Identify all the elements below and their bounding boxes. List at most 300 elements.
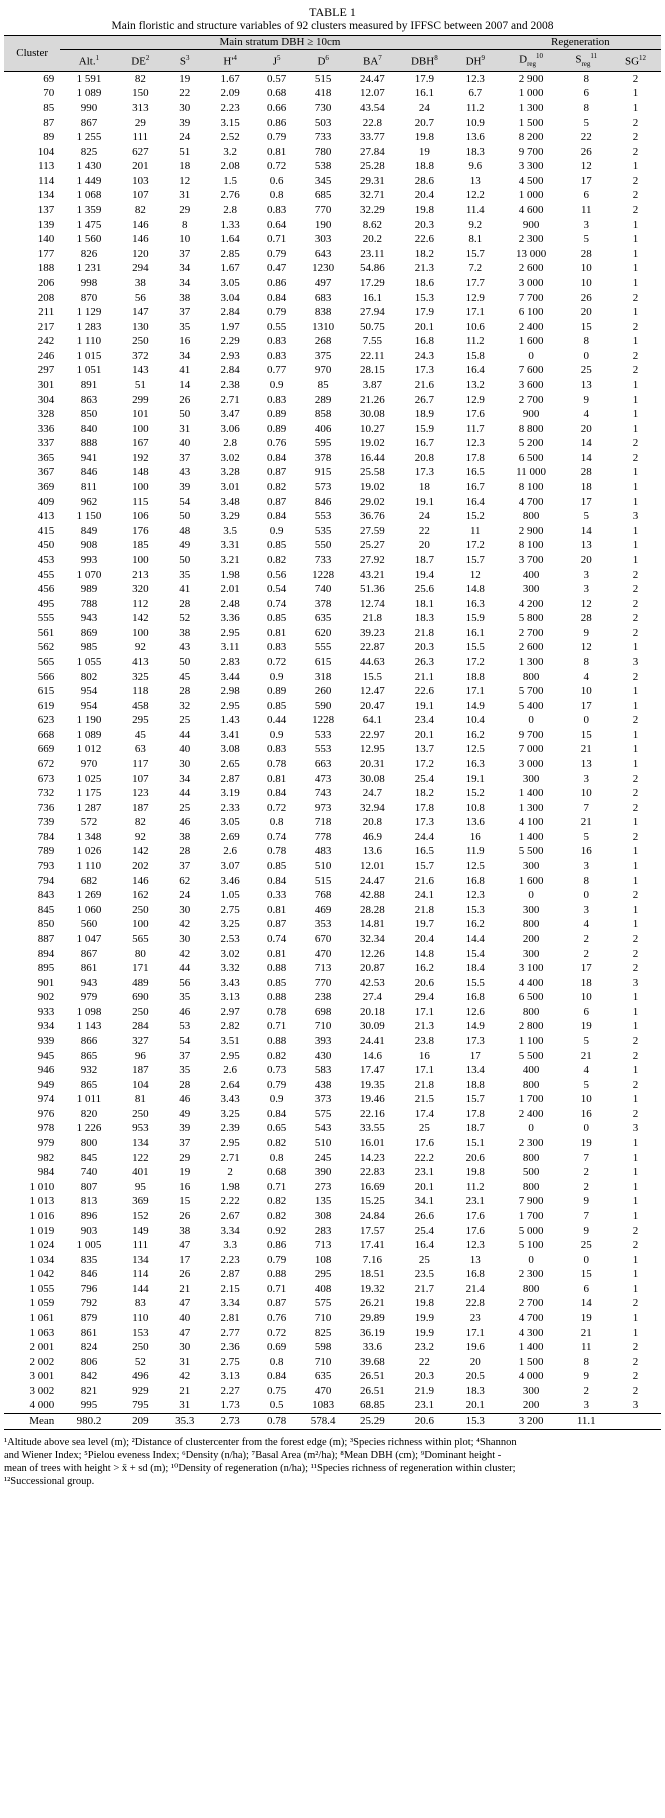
value-cell: 3 <box>632 1399 639 1412</box>
value-cell: 42.88 <box>360 889 385 902</box>
value-cell: 18.3 <box>414 612 434 625</box>
value-cell: 82 <box>134 72 146 85</box>
value-cell: 1.73 <box>220 1399 240 1412</box>
cluster-cell: 623 <box>37 714 55 727</box>
table-row <box>4 1209 661 1224</box>
value-cell: 670 <box>314 932 332 945</box>
value-cell: 1 <box>632 218 639 231</box>
value-cell: 320 <box>132 583 149 596</box>
value-cell: 0.84 <box>267 787 287 800</box>
value-cell: 23.4 <box>414 714 434 727</box>
value-cell: 19.1 <box>465 772 485 785</box>
value-cell: 888 <box>80 437 98 450</box>
value-cell: 4 <box>583 408 589 421</box>
value-cell: 22.2 <box>414 1151 434 1164</box>
value-cell: 1 <box>632 1151 639 1164</box>
value-cell: 22.8 <box>362 116 383 129</box>
value-cell: 146 <box>132 233 149 246</box>
cluster-cell: 415 <box>37 524 55 537</box>
value-cell: 5 <box>583 116 589 129</box>
value-cell: 50 <box>179 655 191 668</box>
value-cell: 802 <box>80 670 98 683</box>
value-cell: 3.29 <box>220 510 240 523</box>
value-cell: 54 <box>179 1035 191 1047</box>
value-cell: 17.2 <box>414 758 434 771</box>
table-header <box>4 36 661 72</box>
value-cell: 18 <box>179 160 191 173</box>
value-cell: 826 <box>80 247 98 260</box>
value-cell: 685 <box>314 189 332 202</box>
value-cell: 1 <box>632 1093 639 1106</box>
value-cell: 7 700 <box>518 291 544 304</box>
cluster-cell: 669 <box>37 743 55 756</box>
value-cell: 149 <box>132 1224 149 1237</box>
value-cell: 0.44 <box>267 714 287 727</box>
cluster-cell: 945 <box>37 1049 55 1062</box>
column-header-label: BA <box>363 55 379 68</box>
value-cell: 1 <box>632 102 639 114</box>
value-cell: 1 300 <box>518 655 544 668</box>
column-header <box>398 50 451 72</box>
value-cell: 2 600 <box>518 641 544 654</box>
value-cell: 0.82 <box>267 481 287 494</box>
value-cell: 12.3 <box>465 437 485 450</box>
cluster-cell: 619 <box>37 699 55 712</box>
value-cell: 0.54 <box>267 583 287 596</box>
column-header-superscript: 2 <box>145 54 150 63</box>
value-cell: 50 <box>179 553 191 566</box>
value-cell: 3 <box>632 655 639 668</box>
cluster-cell: 794 <box>37 874 55 887</box>
value-cell: 29.31 <box>360 174 385 187</box>
value-cell: 1 <box>632 466 639 479</box>
value-cell: 1228 <box>312 714 335 727</box>
value-cell: 378 <box>314 451 332 464</box>
value-cell: 9 700 <box>518 728 544 741</box>
value-cell: 1 190 <box>76 714 102 727</box>
value-cell: 22.83 <box>360 1166 385 1179</box>
column-header <box>206 50 254 72</box>
value-cell: 2 900 <box>518 524 544 537</box>
value-cell: 15 <box>580 728 592 741</box>
value-cell: 14.8 <box>465 583 485 596</box>
value-cell: 825 <box>80 145 98 158</box>
value-cell: 24.41 <box>360 1035 385 1047</box>
value-cell: 39 <box>179 1122 191 1135</box>
value-cell: 30 <box>179 932 191 945</box>
value-cell: 0.84 <box>267 291 287 304</box>
value-cell: 37 <box>179 1049 191 1062</box>
value-cell: 12 <box>469 568 481 581</box>
value-cell: 17.8 <box>465 451 485 464</box>
value-cell: 369 <box>132 1195 149 1208</box>
value-cell: 14 <box>580 524 592 537</box>
header-main-stratum: Main stratum DBH ≥ 10cm <box>60 36 499 50</box>
value-cell: 15.5 <box>465 976 485 989</box>
table-row <box>4 276 661 291</box>
value-cell: 17.7 <box>465 276 485 289</box>
value-cell: 12 <box>179 174 191 187</box>
value-cell: 980.2 <box>60 1414 117 1430</box>
value-cell: 44 <box>179 962 191 975</box>
value-cell: 3.01 <box>220 481 240 494</box>
value-cell: 2 <box>583 1180 589 1193</box>
value-cell: 0.9 <box>269 670 284 683</box>
value-cell: 10 <box>179 233 191 246</box>
cluster-cell: 89 <box>43 131 55 144</box>
value-cell: 2.95 <box>220 699 240 712</box>
value-cell: 896 <box>80 1209 98 1222</box>
value-cell: 3 600 <box>518 378 544 391</box>
value-cell: 1 110 <box>76 860 102 873</box>
value-cell: 1 070 <box>76 568 102 581</box>
value-cell: 107 <box>132 772 149 785</box>
value-cell: 7 <box>583 1151 589 1164</box>
value-cell: 11.2 <box>465 102 485 114</box>
value-cell: 250 <box>132 335 149 348</box>
cluster-cell: 369 <box>37 481 55 494</box>
table-row <box>4 670 661 685</box>
value-cell: 17.1 <box>465 685 485 698</box>
value-cell: 3 300 <box>518 160 544 173</box>
value-cell: 35 <box>179 991 191 1004</box>
value-cell: 2 <box>632 451 639 464</box>
value-cell: 10 <box>580 276 592 289</box>
column-header-superscript: 1 <box>95 54 100 63</box>
value-cell: 20.5 <box>465 1370 485 1383</box>
value-cell: 2 <box>227 1166 233 1179</box>
value-cell: 20 <box>580 422 592 435</box>
value-cell: 10.4 <box>465 714 485 727</box>
value-cell: 941 <box>80 451 98 464</box>
value-cell: 38 <box>179 830 191 843</box>
cluster-cell: 894 <box>37 947 55 960</box>
cluster-cell: 555 <box>37 612 55 625</box>
cluster-cell: 979 <box>37 1137 55 1150</box>
column-header <box>299 50 347 72</box>
value-cell: 1 <box>632 991 639 1004</box>
value-cell: 0.86 <box>267 116 287 129</box>
table-row <box>4 305 661 320</box>
value-cell: 20.4 <box>414 189 434 202</box>
value-cell: 683 <box>314 291 332 304</box>
value-cell: 19 <box>179 72 191 85</box>
value-cell: 83 <box>134 1297 146 1310</box>
value-cell: 0.71 <box>267 1282 287 1295</box>
column-header <box>500 50 563 72</box>
value-cell: 24.47 <box>360 874 385 887</box>
value-cell: 3.47 <box>220 408 240 421</box>
value-cell: 4 <box>583 918 589 931</box>
table-row <box>4 1384 661 1399</box>
value-cell: 598 <box>314 1341 332 1354</box>
value-cell: 0.9 <box>269 1093 284 1106</box>
column-header-label: Alt. <box>78 55 96 68</box>
value-cell: 0.75 <box>267 1384 287 1397</box>
value-cell: 3.36 <box>220 612 240 625</box>
cluster-cell: 673 <box>37 772 55 785</box>
value-cell: 2 <box>632 437 639 450</box>
table-row <box>4 247 661 262</box>
value-cell: 95 <box>134 1180 146 1193</box>
value-cell: 1230 <box>312 262 335 275</box>
value-cell: 16.2 <box>465 918 485 931</box>
value-cell: 8 100 <box>518 539 544 552</box>
value-cell: 0 <box>528 349 534 362</box>
value-cell: 2 800 <box>518 1020 544 1033</box>
data-table <box>4 35 661 1430</box>
table-row <box>4 1034 661 1049</box>
value-cell: 9 <box>583 1370 589 1383</box>
value-cell: 21.7 <box>414 1282 434 1295</box>
table-row <box>4 101 661 116</box>
value-cell: 18.7 <box>465 1122 485 1135</box>
value-cell: 12.9 <box>465 291 485 304</box>
value-cell: 469 <box>314 903 332 916</box>
value-cell: 0 <box>528 714 534 727</box>
value-cell: 3.06 <box>220 422 240 435</box>
table-row <box>4 844 661 859</box>
column-header <box>254 50 299 72</box>
value-cell: 15.5 <box>362 670 383 683</box>
value-cell: 10.27 <box>360 422 385 435</box>
table-row <box>4 976 661 991</box>
value-cell: 510 <box>314 1137 332 1150</box>
value-cell: 2 <box>632 1384 639 1397</box>
value-cell: 0.57 <box>267 72 287 85</box>
value-cell: 1 400 <box>518 1341 544 1354</box>
value-cell: 20.7 <box>414 116 434 129</box>
value-cell: 20 <box>469 1355 481 1368</box>
value-cell: 2.01 <box>220 583 240 596</box>
value-cell: 572 <box>80 816 98 829</box>
value-cell: 2 <box>632 583 639 596</box>
column-header-superscript: 5 <box>277 54 281 63</box>
value-cell: 788 <box>80 597 98 610</box>
value-cell: 185 <box>132 539 149 552</box>
value-cell: 300 <box>522 860 540 873</box>
table-row <box>4 407 661 422</box>
value-cell: 3.32 <box>220 962 240 975</box>
value-cell: 2 <box>632 670 639 683</box>
value-cell: 16.7 <box>465 481 485 494</box>
table-row <box>4 903 661 918</box>
value-cell: 3 <box>583 1399 589 1412</box>
value-cell: 2 400 <box>518 320 544 333</box>
value-cell: 22.97 <box>360 728 385 741</box>
table-row <box>4 145 661 160</box>
value-cell: 23.8 <box>414 1035 434 1047</box>
value-cell: 9 <box>583 1195 589 1208</box>
value-cell: 3.15 <box>220 116 240 129</box>
value-cell: 2.75 <box>220 903 240 916</box>
value-cell: 0.87 <box>267 1297 287 1310</box>
value-cell: 1 500 <box>518 116 544 129</box>
value-cell: 408 <box>314 1282 332 1295</box>
value-cell: 1 <box>632 378 639 391</box>
value-cell: 6.7 <box>468 87 483 100</box>
column-header <box>163 50 206 72</box>
value-cell: 17.6 <box>465 408 485 421</box>
cluster-cell: Mean <box>4 1414 60 1430</box>
value-cell: 21.3 <box>414 1020 434 1033</box>
value-cell: 39 <box>179 481 191 494</box>
value-cell: 0.78 <box>254 1414 299 1430</box>
table-row <box>4 772 661 787</box>
value-cell: 9 <box>583 626 589 639</box>
value-cell: 106 <box>132 510 149 523</box>
value-cell: 13.2 <box>465 378 485 391</box>
value-cell: 26 <box>179 393 191 406</box>
value-cell: 21 <box>580 1049 592 1062</box>
value-cell: 891 <box>80 378 98 391</box>
value-cell: 300 <box>522 583 540 596</box>
value-cell: 842 <box>80 1370 98 1383</box>
value-cell: 1.5 <box>223 174 237 187</box>
value-cell: 0.69 <box>267 1341 287 1354</box>
value-cell: 22.11 <box>360 349 385 362</box>
value-cell: 42 <box>179 947 191 960</box>
value-cell: 15 <box>179 1195 191 1208</box>
value-cell: 6 <box>583 1282 589 1295</box>
value-cell: 16.5 <box>465 466 485 479</box>
column-header-label: D <box>317 55 326 68</box>
value-cell: 28 <box>580 612 592 625</box>
value-cell: 11.1 <box>562 1414 610 1430</box>
value-cell: 15.7 <box>414 860 434 873</box>
value-cell: 19.32 <box>360 1282 385 1295</box>
table-row <box>4 422 661 437</box>
cluster-cell: 672 <box>37 758 55 771</box>
value-cell: 22 <box>418 524 430 537</box>
cluster-cell: 139 <box>37 218 55 231</box>
value-cell: 8 <box>583 72 589 85</box>
value-cell: 4 100 <box>518 816 544 829</box>
value-cell: 0.85 <box>267 699 287 712</box>
value-cell: 16.4 <box>465 364 485 377</box>
value-cell: 0 <box>583 714 589 727</box>
value-cell: 4 <box>583 670 589 683</box>
value-cell: 100 <box>132 918 149 931</box>
value-cell: 0.71 <box>267 1180 287 1193</box>
value-cell: 16.7 <box>414 437 434 450</box>
value-cell: 11.2 <box>465 335 485 348</box>
value-cell: 20.1 <box>414 320 434 333</box>
value-cell: 13.7 <box>414 743 434 756</box>
value-cell: 5 200 <box>518 437 544 450</box>
value-cell: 34 <box>179 262 191 275</box>
table-row <box>4 451 661 466</box>
value-cell: 2 <box>632 947 639 960</box>
value-cell: 0.81 <box>267 626 287 639</box>
value-cell: 31 <box>179 1355 191 1368</box>
value-cell: 17.4 <box>414 1107 434 1120</box>
value-cell: 16.5 <box>414 845 434 858</box>
value-cell: 3.02 <box>220 947 240 960</box>
value-cell: 18 <box>580 976 592 989</box>
value-cell: 8 <box>583 335 589 348</box>
value-cell: 13 <box>469 174 481 187</box>
value-cell: 1 359 <box>76 204 102 217</box>
value-cell: 3 000 <box>518 276 544 289</box>
value-cell: 21.8 <box>414 903 434 916</box>
value-cell: 14 <box>580 1297 592 1310</box>
value-cell: 32.29 <box>360 204 385 217</box>
table-row <box>4 393 661 408</box>
value-cell: 28.28 <box>360 903 385 916</box>
value-cell: 12.74 <box>360 597 385 610</box>
value-cell: 28.15 <box>360 364 385 377</box>
value-cell: 20.1 <box>414 1180 434 1193</box>
value-cell: 846 <box>314 495 332 508</box>
value-cell: 143 <box>132 364 149 377</box>
value-cell: 555 <box>314 641 332 654</box>
value-cell: 1 <box>632 422 639 435</box>
value-cell: 40 <box>179 437 191 450</box>
value-cell: 25 <box>418 1122 430 1135</box>
value-cell: 146 <box>132 874 149 887</box>
value-cell: 28 <box>179 685 191 698</box>
table-row <box>4 917 661 932</box>
value-cell: 0.64 <box>267 218 287 231</box>
cluster-cell: 1 024 <box>29 1239 55 1252</box>
value-cell: 13 000 <box>515 247 547 260</box>
value-cell: 1 475 <box>76 218 102 231</box>
value-cell: 2 700 <box>518 626 544 639</box>
value-cell: 2 <box>632 1370 639 1383</box>
value-cell: 2.98 <box>220 685 240 698</box>
value-cell: 15.7 <box>465 1093 485 1106</box>
value-cell: 18.8 <box>465 1078 485 1091</box>
value-cell: 866 <box>80 1035 98 1047</box>
value-cell: 25 <box>179 801 191 814</box>
value-cell: 953 <box>132 1122 149 1135</box>
value-cell: 3.21 <box>220 553 240 566</box>
value-cell: 14 <box>179 378 191 391</box>
value-cell: 19.8 <box>414 1297 434 1310</box>
column-header-superscript: 6 <box>325 54 329 63</box>
value-cell: 134 <box>132 1137 149 1150</box>
value-cell: 970 <box>80 758 98 771</box>
cluster-cell: 2 002 <box>29 1355 55 1368</box>
value-cell: 17.3 <box>414 816 434 829</box>
cluster-cell: 69 <box>43 72 55 85</box>
value-cell: 14.23 <box>360 1151 385 1164</box>
table-row <box>4 815 661 830</box>
value-cell: 27.59 <box>360 524 385 537</box>
value-cell: 1 098 <box>76 1005 102 1018</box>
value-cell: 153 <box>132 1326 149 1339</box>
value-cell: 17.2 <box>465 539 485 552</box>
value-cell: 17 <box>580 699 592 712</box>
cluster-cell: 337 <box>37 437 55 450</box>
value-cell: 796 <box>80 1282 98 1295</box>
value-cell: 620 <box>314 626 332 639</box>
value-cell: 19 <box>580 1020 592 1033</box>
value-cell: 100 <box>132 626 149 639</box>
value-cell: 250 <box>132 1107 149 1120</box>
value-cell: 1 226 <box>76 1122 102 1135</box>
cluster-cell: 206 <box>37 276 55 289</box>
value-cell: 0 <box>583 889 589 902</box>
value-cell: 400 <box>522 1064 540 1077</box>
value-cell: 7 <box>583 1209 589 1222</box>
header-cluster: Cluster <box>4 36 60 72</box>
value-cell: 45 <box>134 728 146 741</box>
value-cell: 0.47 <box>267 262 287 275</box>
value-cell: 2 <box>632 1224 639 1237</box>
value-cell: 2.83 <box>220 655 240 668</box>
